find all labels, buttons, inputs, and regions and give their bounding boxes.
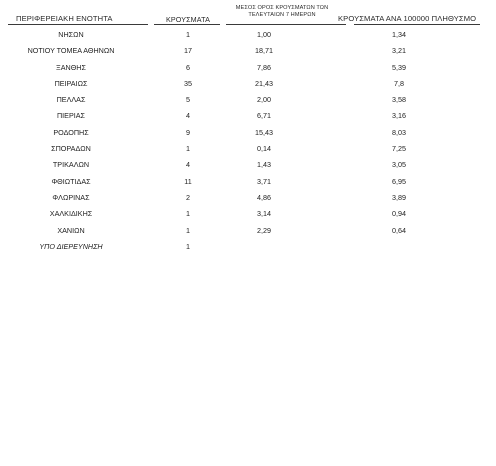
- region-cell: ΤΡΙΚΑΛΩΝ: [52, 160, 90, 170]
- region-cell: ΡΟΔΟΠΗΣ: [53, 127, 89, 137]
- table-row: [0, 239, 496, 255]
- header-region: ΠΕΡΙΦΕΡΕΙΑΚΗ ΕΝΟΤΗΤΑ: [16, 14, 113, 23]
- seven-day-average-cell: 3,14: [257, 209, 271, 219]
- rate-per-100k-cell: 3,05: [392, 160, 406, 170]
- region-cell: ΠΕΛΛΑΣ: [56, 95, 86, 105]
- table-row: [0, 206, 496, 222]
- rate-per-100k-cell: 3,58: [392, 95, 406, 105]
- rate-per-100k-cell: 7,25: [392, 144, 406, 154]
- table-header: [0, 0, 496, 26]
- table-row: [0, 108, 496, 124]
- table-row: [0, 174, 496, 190]
- header-underline-cases: [154, 24, 220, 25]
- header-underline-average: [226, 24, 346, 25]
- table-row: [0, 76, 496, 92]
- seven-day-average-cell: 7,86: [257, 62, 271, 72]
- region-cell: ΠΙΕΡΙΑΣ: [56, 111, 85, 121]
- seven-day-average-cell: 2,00: [257, 95, 271, 105]
- region-cell: ΧΑΛΚΙΔΙΚΗΣ: [49, 209, 93, 219]
- seven-day-average-cell: 3,71: [257, 176, 271, 186]
- rate-per-100k-cell: 5,39: [392, 62, 406, 72]
- seven-day-average-cell: 4,86: [257, 192, 271, 202]
- cases-cell: 2: [186, 192, 190, 202]
- header-cases: ΚΡΟΥΣΜΑΤΑ: [166, 15, 210, 24]
- rate-per-100k-cell: 7,8: [394, 78, 404, 88]
- region-cell: ΦΛΩΡΙΝΑΣ: [52, 192, 90, 202]
- region-cell: ΥΠΟ ΔΙΕΡΕΥΝΗΣΗ: [39, 241, 103, 251]
- header-underline-region: [8, 24, 148, 25]
- cases-cell: 9: [186, 127, 190, 137]
- table-row: [0, 223, 496, 239]
- seven-day-average-cell: 1,43: [257, 160, 271, 170]
- rate-per-100k-cell: 0,94: [392, 209, 406, 219]
- region-cell: ΝΟΤΙΟΥ ΤΟΜΕΑ ΑΘΗΝΩΝ: [27, 46, 115, 56]
- rate-per-100k-cell: 1,34: [392, 30, 406, 39]
- table-body: [0, 27, 496, 255]
- seven-day-average-cell: 1,00: [257, 30, 271, 39]
- cases-cell: 4: [186, 111, 190, 121]
- seven-day-average-cell: 18,71: [255, 46, 273, 56]
- rate-per-100k-cell: 0,64: [392, 225, 406, 235]
- seven-day-average-cell: 6,71: [257, 111, 271, 121]
- rate-per-100k-cell: 8,03: [392, 127, 406, 137]
- table-row: [0, 157, 496, 173]
- table-row: [0, 141, 496, 157]
- cases-cell: 11: [184, 176, 192, 186]
- cases-cell: 6: [186, 62, 190, 72]
- seven-day-average-cell: 2,29: [257, 225, 271, 235]
- region-cell: ΦΘΙΩΤΙΔΑΣ: [51, 176, 91, 186]
- rate-per-100k-cell: 3,21: [392, 46, 406, 56]
- table-row: [0, 27, 496, 43]
- cases-cell: 1: [186, 209, 190, 219]
- region-cell: ΧΑΝΙΩΝ: [57, 225, 85, 235]
- rate-per-100k-cell: 3,89: [392, 192, 406, 202]
- table-row: [0, 92, 496, 108]
- cases-cell: 1: [186, 30, 190, 39]
- cases-cell: 1: [186, 144, 190, 154]
- cases-cell: 5: [186, 95, 190, 105]
- region-cell: ΞΑΝΘΗΣ: [56, 62, 86, 72]
- region-cell: ΠΕΙΡΑΙΩΣ: [54, 78, 88, 88]
- table-row: [0, 43, 496, 59]
- region-cell: ΣΠΟΡΑΔΩΝ: [51, 144, 91, 154]
- table-row: [0, 125, 496, 141]
- seven-day-average-cell: 15,43: [255, 127, 273, 137]
- rate-per-100k-cell: 3,16: [392, 111, 406, 121]
- cases-cell: 1: [186, 241, 190, 251]
- header-avg-line2: ΤΕΛΕΥΤΑΙΩΝ 7 ΗΜΕΡΩΝ: [248, 12, 316, 19]
- seven-day-average-cell: 0,14: [257, 144, 271, 154]
- cases-cell: 17: [184, 46, 192, 56]
- cases-cell: 1: [186, 225, 190, 235]
- header-seven-day-average: [214, 5, 350, 19]
- region-cell: ΝΗΣΩΝ: [58, 30, 84, 39]
- header-underline-rate: [354, 24, 480, 25]
- header-avg-line1: ΜΕΣΟΣ ΟΡΟΣ ΚΡΟΥΣΜΑΤΩΝ ΤΩΝ: [235, 5, 329, 11]
- seven-day-average-cell: 21,43: [255, 78, 273, 88]
- cases-cell: 35: [184, 78, 192, 88]
- header-rate-per-100k: ΚΡΟΥΣΜΑΤΑ ΑΝΑ 100000 ΠΛΗΘΥΣΜΟ: [338, 14, 477, 23]
- table-row: [0, 60, 496, 76]
- table-row: [0, 190, 496, 206]
- rate-per-100k-cell: 6,95: [392, 176, 406, 186]
- cases-cell: 4: [186, 160, 190, 170]
